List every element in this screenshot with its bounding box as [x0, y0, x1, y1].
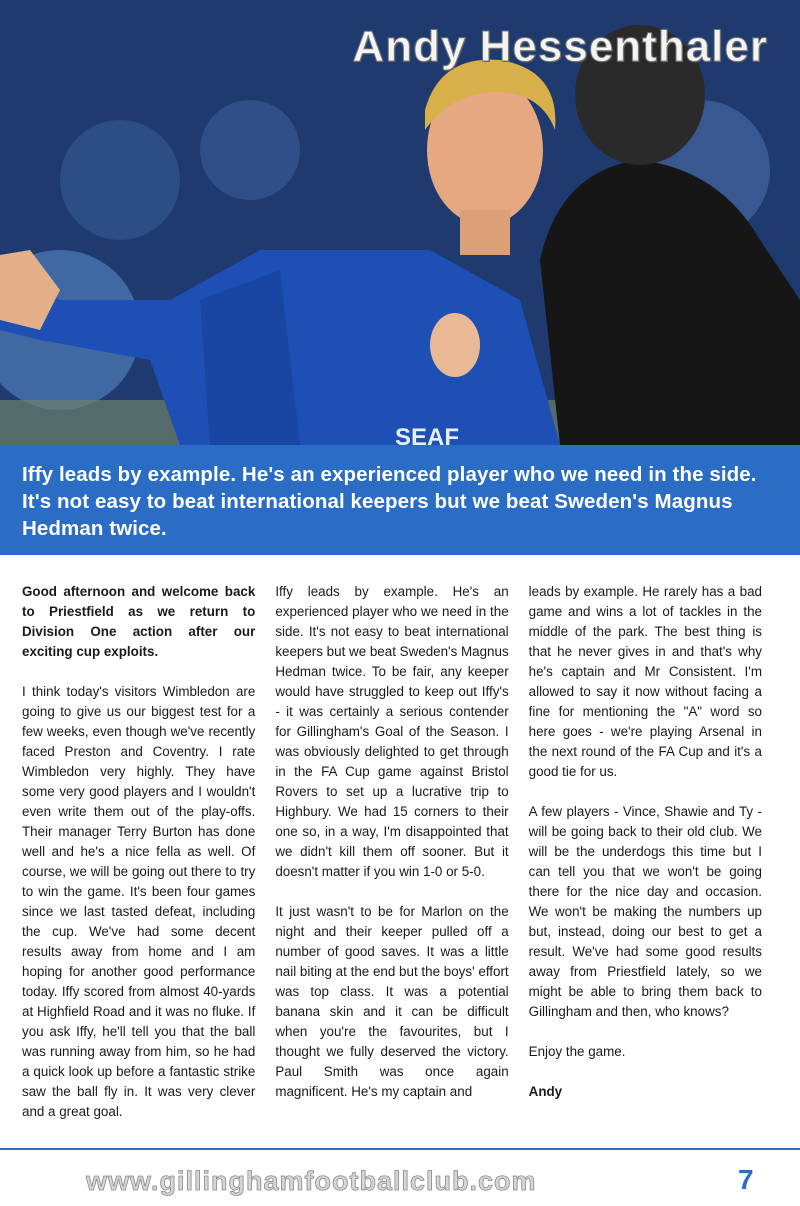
article-signoff: Andy [528, 1084, 563, 1099]
page-number: 7 [738, 1164, 754, 1195]
article-column-3 [529, 582, 762, 1127]
article-paragraph: A few players - Vince, Shawie and Ty - will be going back to their old club. We will be the underdogs this time but I can tell you that we won't be going there for the nice day and occasion. We won't be making the numbers up but, instead, doing our best to get a result. We've had some good results away from Priestfield lately, so we might be able to bring them back to Gillingham and then, who knows? [528, 804, 762, 1019]
article-paragraph: Iffy leads by example. He's an experienced player who we need in the side. It's not easy to beat international keepers but we beat Sweden's Magnus Hedman twice. To be fair, any keeper would have struggled to keep out Iffy's - it was certainly a serious contender for Gillingham's Goal of the Season. I was obviously delighted to get through in the FA Cup game against Bristol Rovers to set up a lucrative trip to Highbury. We had 15 corners to their one so, in a way, I'm disappointed that we didn't kill them off sooner. But it doesn't matter if you win 1-0 or 5-0. [275, 584, 509, 879]
article-paragraph: leads by example. He rarely has a bad game and wins a lot of tackles in the middle of the park. The best thing is that he never gives in and that's why he's captain and Mr Consistent. I'm allowed to say it now without facing a fine for mentioning the "A" word so here goes - we're playing Arsenal in the next round of the FA Cup and it's a good tie for us. [528, 584, 762, 779]
article-column-2 [275, 582, 508, 1127]
hero-photo [0, 0, 800, 445]
article-column-1 [22, 582, 255, 1127]
footer-divider [0, 1148, 800, 1150]
article-intro: Good afternoon and welcome back to Priestfield as we return to Division One action after our exciting cup exploits. [22, 584, 256, 659]
page-title: Andy Hessenthaler [352, 22, 768, 71]
pull-quote-band [0, 445, 800, 555]
article-paragraph: It just wasn't to be for Marlon on the night and their keeper pulled off a number of good saves. It was a little nail biting at the end but the boys' effort was top class. It was a potential banana skin and it can be difficult when you're the favourites, but I thought we fully deserved the victory. Paul Smith was once again magnificent. He's my captain and [275, 904, 509, 1099]
pull-quote: Iffy leads by example. He's an experienced player who we need in the side. It's not easy to beat international keepers but we beat Sweden's Magnus Hedman twice. [22, 463, 757, 540]
article-body [22, 582, 762, 1127]
shirt-sponsor-text: SEAF [395, 424, 460, 445]
article-paragraph: I think today's visitors Wimbledon are going to give us our biggest test for a few weeks, even though we've recently faced Preston and Coventry. I rate Wimbledon very highly. They have some very good players and I wouldn't even write them out of the play-offs. Their manager Terry Burton has done well and he's a nice fella as well. Of course, we will be going out there to try to win the game. It's been four games since we last tasted defeat, including the cup. We've had some decent results away from home and I am hoping for another good performance today. Iffy scored from almost 40-yards at Highfield Road and it was no fluke. If you ask Iffy, he'll tell you that the ball was running away from him, so he had a quick look up before a fantastic strike saw the ball fly in. It was very clever and a great goal. [22, 684, 256, 1119]
footer-website-url: www.gillinghamfootballclub.com [86, 1166, 537, 1196]
article-closing: Enjoy the game. [528, 1044, 626, 1059]
